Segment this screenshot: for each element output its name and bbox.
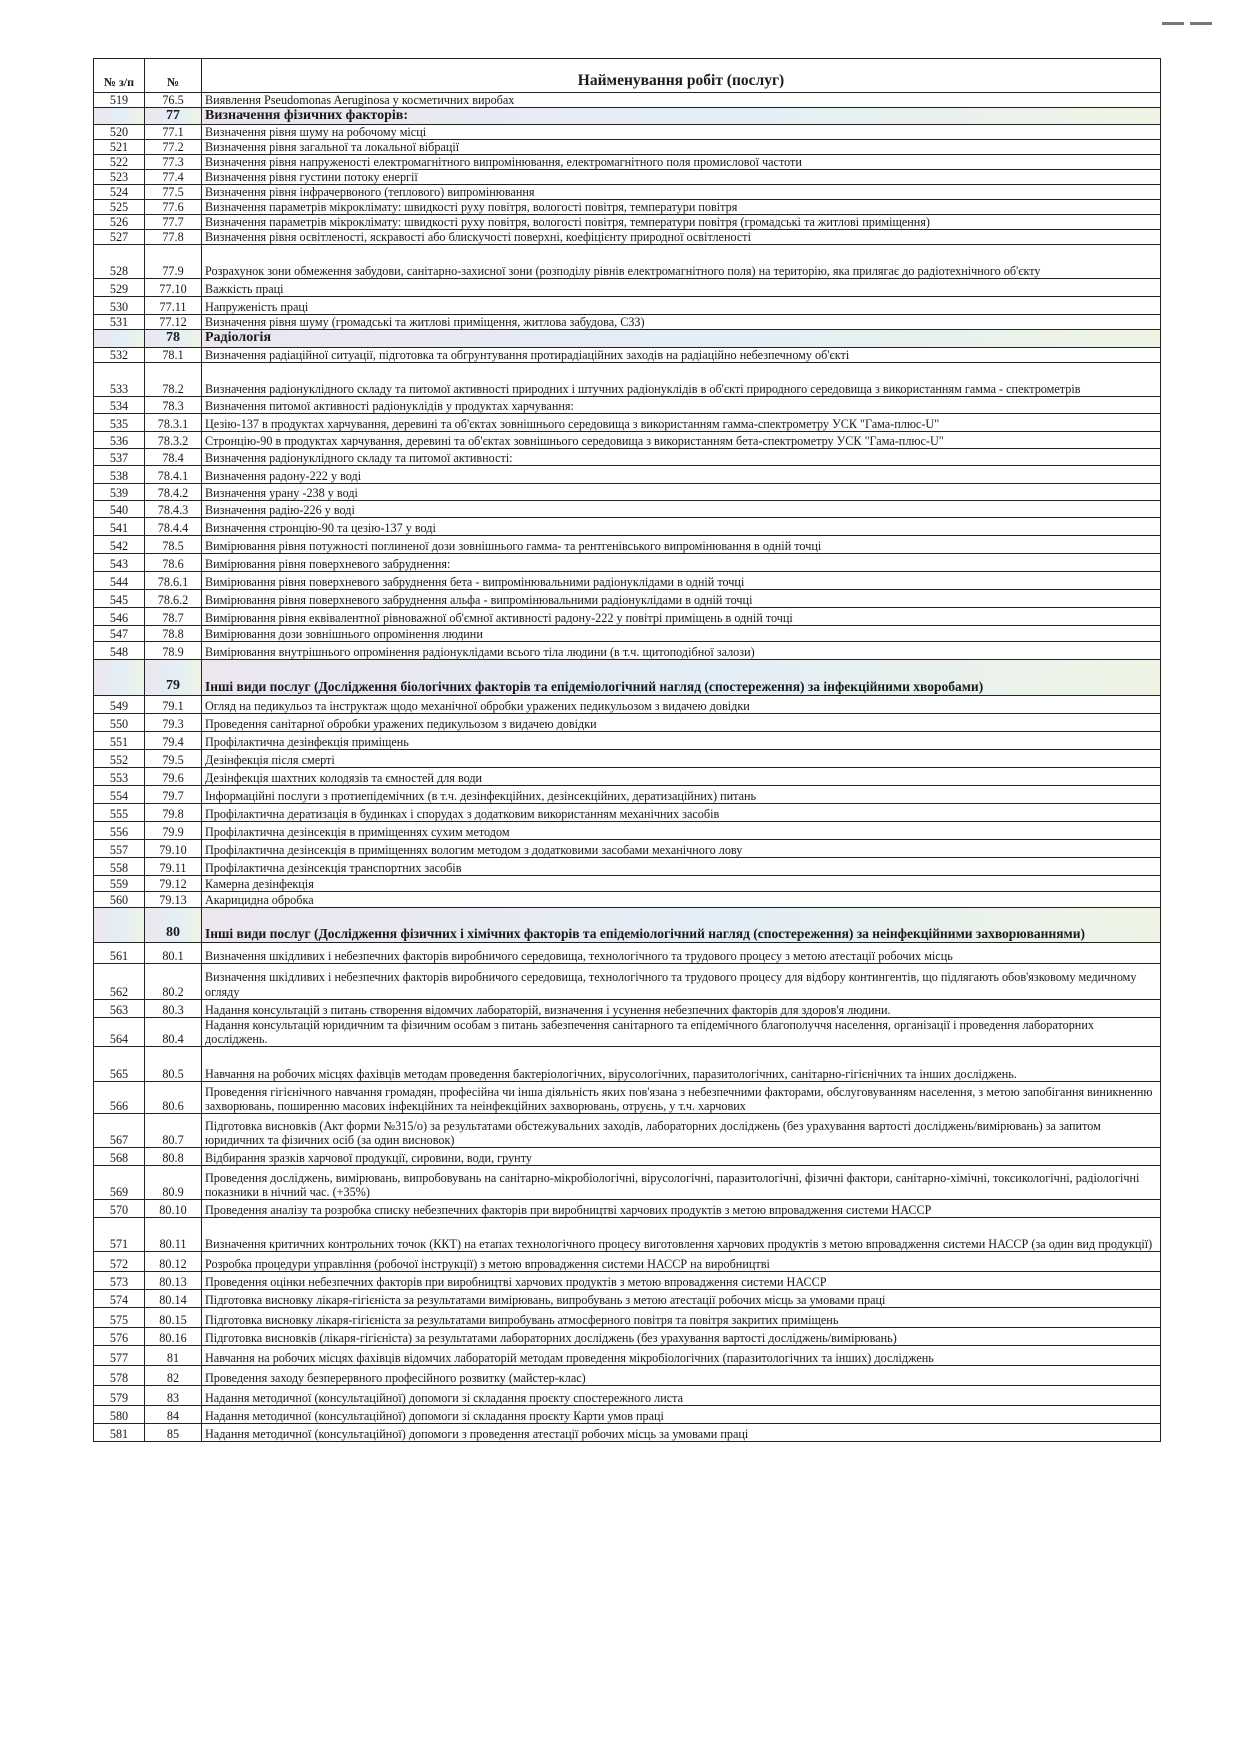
table-row bbox=[94, 200, 1161, 215]
row-number: 533 bbox=[94, 362, 145, 396]
table-row bbox=[94, 749, 1161, 767]
table-row bbox=[94, 1289, 1161, 1307]
row-name: Вимірювання внутрішнього опромінення радіонуклідами всього тіла людини (в т.ч. щитоподібної залози) bbox=[202, 641, 1161, 659]
row-number: 552 bbox=[94, 749, 145, 767]
table-row bbox=[94, 1345, 1161, 1365]
row-name: Камерна дезінфекція bbox=[202, 875, 1161, 891]
row-name: Визначення радону-222 у воді bbox=[202, 465, 1161, 483]
table-row bbox=[94, 839, 1161, 857]
row-code: 79.8 bbox=[145, 803, 202, 821]
row-name: Надання консультацій з питань створення відомчих лабораторій, визначення і усунення небезпечних факторів для здоров'я людини. bbox=[202, 999, 1161, 1017]
table-row bbox=[94, 500, 1161, 517]
row-number: 523 bbox=[94, 170, 145, 185]
row-code: 80.12 bbox=[145, 1251, 202, 1271]
table-row bbox=[94, 1385, 1161, 1405]
row-number: 559 bbox=[94, 875, 145, 891]
row-name: Визначення параметрів мікроклімату: швидкості руху повітря, вологості повітря, температури повітря (громадські та житлові приміщення) bbox=[202, 215, 1161, 230]
row-name: Підготовка висновків (лікаря-гігієніста) за результатами лабораторних досліджень (без урахування вартості досліджень/вимірювань) bbox=[202, 1327, 1161, 1345]
row-number: 562 bbox=[94, 963, 145, 999]
row-code: 77.5 bbox=[145, 185, 202, 200]
row-name: Вимірювання рівня еквівалентної рівноважної об'ємної активності радону-222 у повітрі приміщень в одній точці bbox=[202, 607, 1161, 625]
table-row bbox=[94, 963, 1161, 999]
row-code: 77.3 bbox=[145, 155, 202, 170]
section-row bbox=[94, 659, 1161, 695]
row-number: 581 bbox=[94, 1423, 145, 1441]
table-row bbox=[94, 362, 1161, 396]
row-name: Визначення фізичних факторів: bbox=[202, 108, 1161, 125]
row-name: Визначення рівня шуму на робочому місці bbox=[202, 125, 1161, 140]
row-number bbox=[94, 330, 145, 347]
services-table bbox=[93, 58, 1161, 1442]
row-code: 79.4 bbox=[145, 731, 202, 749]
table-row bbox=[94, 821, 1161, 839]
row-code: 79.9 bbox=[145, 821, 202, 839]
row-name: Профілактична дезінфекція приміщень bbox=[202, 731, 1161, 749]
row-name: Проведення заходу безперервного професійного розвитку (майстер-клас) bbox=[202, 1365, 1161, 1385]
row-code: 78.4.4 bbox=[145, 517, 202, 535]
row-name: Підготовка висновку лікаря-гігієніста за результатами випробувань атмосферного повітря та повітря закритих приміщень bbox=[202, 1307, 1161, 1327]
row-name: Навчання на робочих місцях фахівців методам проведення бактеріологічних, вірусологічних, паразитологічних, санітарно-гігієнічних та інших досліджень. bbox=[202, 1046, 1161, 1081]
row-code: 78.9 bbox=[145, 641, 202, 659]
row-name: Визначення рівня напруженості електромагнітного випромінювання, електромагнітного поля промислової частоти bbox=[202, 155, 1161, 170]
row-name: Виявлення Pseudomonas Aeruginosa у косметичних виробах bbox=[202, 93, 1161, 108]
row-code: 79.13 bbox=[145, 891, 202, 907]
row-code: 77.12 bbox=[145, 315, 202, 330]
row-name: Відбирання зразків харчової продукції, сировини, води, грунту bbox=[202, 1147, 1161, 1165]
row-name: Проведення гігієнічного навчання громадян, професійна чи інша діяльність яких пов'язана з небезпечними факторами, обслуговуванням населення, з метою запобігання виникненню захворювань, поширенню масових інфекційних та неінфекційних захворювань, отруєнь, у т.ч. харчових bbox=[202, 1081, 1161, 1113]
table-row bbox=[94, 857, 1161, 875]
section-row bbox=[94, 108, 1161, 125]
row-code: 77.10 bbox=[145, 279, 202, 297]
row-number: 539 bbox=[94, 483, 145, 500]
table-row bbox=[94, 1423, 1161, 1441]
row-number: 520 bbox=[94, 125, 145, 140]
row-number: 529 bbox=[94, 279, 145, 297]
row-name: Розробка процедури управління (робочої інструкції) з метою впровадження системи НАССР на виробництві bbox=[202, 1251, 1161, 1271]
row-number: 575 bbox=[94, 1307, 145, 1327]
table-row bbox=[94, 571, 1161, 589]
row-number: 534 bbox=[94, 396, 145, 413]
row-name: Визначення радіонуклідного складу та питомої активності: bbox=[202, 448, 1161, 465]
table-row bbox=[94, 1307, 1161, 1327]
row-name: Визначення рівня освітленості, яскравості або блискучості поверхні, коефіцієнту природної освітленості bbox=[202, 230, 1161, 245]
row-code: 78.3.1 bbox=[145, 413, 202, 431]
row-number: 522 bbox=[94, 155, 145, 170]
table-row bbox=[94, 1327, 1161, 1345]
row-name: Проведення досліджень, вимірювань, випробовувань на санітарно-мікробіологічні, вірусологічні, паразитологічні, фізичні фактори, санітарно-хімічні, токсикологічні, радіологічні показники в нічний час. (+35%) bbox=[202, 1165, 1161, 1199]
table-row bbox=[94, 731, 1161, 749]
table-row bbox=[94, 1365, 1161, 1385]
row-name: Цезію-137 в продуктах харчування, деревині та об'єктах зовнішнього середовища з використанням гамма-спектрометру УСК "Гама-плюс-U" bbox=[202, 413, 1161, 431]
table-row bbox=[94, 535, 1161, 553]
row-number: 521 bbox=[94, 140, 145, 155]
table-row bbox=[94, 413, 1161, 431]
row-name: Визначення шкідливих і небезпечних факторів виробничого середовища, технологічного та трудового процесу для відбору контингентів, що підлягають обов'язковому медичному огляду bbox=[202, 963, 1161, 999]
table-row bbox=[94, 1113, 1161, 1147]
row-name: Напруженість праці bbox=[202, 297, 1161, 315]
row-code: 79.10 bbox=[145, 839, 202, 857]
table-header bbox=[94, 59, 1161, 93]
table-row bbox=[94, 1405, 1161, 1423]
table-row bbox=[94, 607, 1161, 625]
row-number: 548 bbox=[94, 641, 145, 659]
row-code: 78.3.2 bbox=[145, 431, 202, 448]
row-name: Інші види послуг (Дослідження біологічних факторів та епідеміологічний нагляд (спостереження) за інфекційними хворобами) bbox=[202, 659, 1161, 695]
table-row bbox=[94, 185, 1161, 200]
section-row bbox=[94, 330, 1161, 347]
row-code: 80.6 bbox=[145, 1081, 202, 1113]
row-code: 77.6 bbox=[145, 200, 202, 215]
row-name: Підготовка висновку лікаря-гігієніста за результатами вимірювань, випробувань з метою атестації робочих місць за умовами праці bbox=[202, 1289, 1161, 1307]
row-code: 77.9 bbox=[145, 245, 202, 279]
row-number: 531 bbox=[94, 315, 145, 330]
row-code: 79 bbox=[145, 659, 202, 695]
row-name: Розрахунок зони обмеження забудови, санітарно-захисної зони (розподілу рівнів електромагнітного поля) на територію, яка прилягає до радіотехнічного об'єкту bbox=[202, 245, 1161, 279]
table-row bbox=[94, 1017, 1161, 1046]
row-code: 78 bbox=[145, 330, 202, 347]
row-name: Визначення рівня загальної та локальної вібрації bbox=[202, 140, 1161, 155]
row-number: 574 bbox=[94, 1289, 145, 1307]
row-name: Підготовка висновків (Акт форми №315/о) за результатами обстежувальних заходів, лабораторних досліджень (без урахування вартості досліджень/вимірювань) за запитом юридичних та фізичних осіб (за один висновок) bbox=[202, 1113, 1161, 1147]
row-code: 80.1 bbox=[145, 942, 202, 963]
row-name: Визначення радіаційної ситуації, підготовка та обгрунтування протирадіаційних заходів на радіаційно небезпечному об'єкті bbox=[202, 347, 1161, 362]
row-number: 565 bbox=[94, 1046, 145, 1081]
row-name: Важкість праці bbox=[202, 279, 1161, 297]
table-row bbox=[94, 1046, 1161, 1081]
table-row bbox=[94, 93, 1161, 108]
table-row bbox=[94, 553, 1161, 571]
row-name: Проведення аналізу та розробка списку небезпечних факторів при виробництві харчових продуктів з метою впровадження системи НАССР bbox=[202, 1199, 1161, 1217]
row-code: 79.7 bbox=[145, 785, 202, 803]
row-name: Радіологія bbox=[202, 330, 1161, 347]
table-row bbox=[94, 155, 1161, 170]
row-number: 547 bbox=[94, 625, 145, 641]
row-number: 545 bbox=[94, 589, 145, 607]
row-name: Навчання на робочих місцях фахівців відомчих лабораторій методам проведення мікробіологічних (паразитологічних та інших) досліджень bbox=[202, 1345, 1161, 1365]
row-code: 85 bbox=[145, 1423, 202, 1441]
row-number: 567 bbox=[94, 1113, 145, 1147]
row-name: Профілактична дератизація в будинках і спорудах з додатковим використанням механічних засобів bbox=[202, 803, 1161, 821]
header-row-number: № з/п bbox=[94, 59, 145, 93]
table-row bbox=[94, 315, 1161, 330]
table-row bbox=[94, 942, 1161, 963]
row-number: 576 bbox=[94, 1327, 145, 1345]
row-code: 77.7 bbox=[145, 215, 202, 230]
row-number: 577 bbox=[94, 1345, 145, 1365]
row-name: Визначення критичних контрольних точок (ККТ) на етапах технологічного процесу виготовлення харчових продуктів з метою впровадження системи НАССР (за один вид продукції) bbox=[202, 1217, 1161, 1251]
row-number: 570 bbox=[94, 1199, 145, 1217]
row-number: 530 bbox=[94, 297, 145, 315]
row-code: 80.2 bbox=[145, 963, 202, 999]
row-name: Вимірювання рівня потужності поглиненої дози зовнішнього гамма- та рентгенівського випромінювання в одній точці bbox=[202, 535, 1161, 553]
row-code: 77.11 bbox=[145, 297, 202, 315]
table-row bbox=[94, 1217, 1161, 1251]
row-number: 546 bbox=[94, 607, 145, 625]
row-name: Визначення питомої активності радіонуклідів у продуктах харчування: bbox=[202, 396, 1161, 413]
row-code: 78.7 bbox=[145, 607, 202, 625]
row-code: 79.5 bbox=[145, 749, 202, 767]
header-code: № bbox=[145, 59, 202, 93]
table-row bbox=[94, 347, 1161, 362]
row-name: Акарицидна обробка bbox=[202, 891, 1161, 907]
row-name: Вимірювання рівня поверхневого забруднення альфа - випромінювальними радіонуклідами в одній точці bbox=[202, 589, 1161, 607]
row-name: Дезінфекція шахтних колодязів та ємностей для води bbox=[202, 767, 1161, 785]
row-number: 541 bbox=[94, 517, 145, 535]
row-code: 80.9 bbox=[145, 1165, 202, 1199]
row-code: 78.4.1 bbox=[145, 465, 202, 483]
row-name: Інформаційні послуги з протиепідемічних (в т.ч. дезінфекційних, дезінсекційних, дератизаційних) питань bbox=[202, 785, 1161, 803]
row-code: 78.6.2 bbox=[145, 589, 202, 607]
table-row bbox=[94, 1251, 1161, 1271]
table-row bbox=[94, 279, 1161, 297]
row-code: 79.11 bbox=[145, 857, 202, 875]
row-code: 80.4 bbox=[145, 1017, 202, 1046]
row-name: Стронцію-90 в продуктах харчування, деревині та об'єктах зовнішнього середовища з використанням бета-спектрометру УСК "Гама-плюс-U" bbox=[202, 431, 1161, 448]
row-number: 532 bbox=[94, 347, 145, 362]
row-code: 78.6 bbox=[145, 553, 202, 571]
table-row bbox=[94, 875, 1161, 891]
section-row bbox=[94, 907, 1161, 942]
table-row bbox=[94, 431, 1161, 448]
row-code: 80.11 bbox=[145, 1217, 202, 1251]
row-name: Дезінфекція після смерті bbox=[202, 749, 1161, 767]
row-name: Проведення оцінки небезпечних факторів при виробництві харчових продуктів з метою впровадження системи НАССР bbox=[202, 1271, 1161, 1289]
row-code: 80.10 bbox=[145, 1199, 202, 1217]
row-number: 535 bbox=[94, 413, 145, 431]
row-code: 79.3 bbox=[145, 713, 202, 731]
table-row bbox=[94, 245, 1161, 279]
table-body bbox=[94, 93, 1161, 1442]
row-code: 83 bbox=[145, 1385, 202, 1405]
row-code: 78.4.2 bbox=[145, 483, 202, 500]
row-number: 525 bbox=[94, 200, 145, 215]
row-name: Визначення рівня шуму (громадські та житлові приміщення, житлова забудова, СЗЗ) bbox=[202, 315, 1161, 330]
row-number: 540 bbox=[94, 500, 145, 517]
row-code: 77.2 bbox=[145, 140, 202, 155]
scan-mark bbox=[1162, 14, 1218, 20]
row-number: 558 bbox=[94, 857, 145, 875]
table-row bbox=[94, 785, 1161, 803]
row-name: Визначення радію-226 у воді bbox=[202, 500, 1161, 517]
row-name: Надання методичної (консультаційної) допомоги з проведення атестації робочих місць за умовами праці bbox=[202, 1423, 1161, 1441]
table-row bbox=[94, 803, 1161, 821]
row-code: 81 bbox=[145, 1345, 202, 1365]
row-number: 564 bbox=[94, 1017, 145, 1046]
row-number: 554 bbox=[94, 785, 145, 803]
table-row bbox=[94, 1081, 1161, 1113]
row-name: Огляд на педикульоз та інструктаж щодо механічної обробки уражених педикульозом з видачею довідки bbox=[202, 695, 1161, 713]
row-code: 79.12 bbox=[145, 875, 202, 891]
row-number: 573 bbox=[94, 1271, 145, 1289]
table-row bbox=[94, 641, 1161, 659]
row-code: 78.8 bbox=[145, 625, 202, 641]
row-number: 572 bbox=[94, 1251, 145, 1271]
row-number: 579 bbox=[94, 1385, 145, 1405]
row-name: Визначення параметрів мікроклімату: швидкості руху повітря, вологості повітря, температури повітря bbox=[202, 200, 1161, 215]
row-number: 528 bbox=[94, 245, 145, 279]
row-code: 78.4.3 bbox=[145, 500, 202, 517]
row-name: Визначення рівня густини потоку енергії bbox=[202, 170, 1161, 185]
row-name: Проведення санітарної обробки уражених педикульозом з видачею довідки bbox=[202, 713, 1161, 731]
row-code: 79.6 bbox=[145, 767, 202, 785]
row-number: 543 bbox=[94, 553, 145, 571]
table-row bbox=[94, 396, 1161, 413]
table-row bbox=[94, 589, 1161, 607]
row-number bbox=[94, 108, 145, 125]
table-row bbox=[94, 1147, 1161, 1165]
table-row bbox=[94, 1165, 1161, 1199]
row-name: Визначення радіонуклідного складу та питомої активності природних і штучних радіонуклідів в об'єкті природного середовища з використанням гамма - спектрометрів bbox=[202, 362, 1161, 396]
row-number: 536 bbox=[94, 431, 145, 448]
row-number: 561 bbox=[94, 942, 145, 963]
table-row bbox=[94, 230, 1161, 245]
row-name: Вимірювання рівня поверхневого забруднення бета - випромінювальними радіонуклідами в одній точці bbox=[202, 571, 1161, 589]
row-number: 557 bbox=[94, 839, 145, 857]
row-number: 526 bbox=[94, 215, 145, 230]
row-name: Інші види послуг (Дослідження фізичних і хімічних факторів та епідеміологічний нагляд (спостереження) за неінфекційними захворюваннями) bbox=[202, 907, 1161, 942]
row-code: 80.16 bbox=[145, 1327, 202, 1345]
row-name: Визначення стронцію-90 та цезію-137 у воді bbox=[202, 517, 1161, 535]
row-name: Визначення рівня інфрачервоного (теплового) випромінювання bbox=[202, 185, 1161, 200]
table-row bbox=[94, 891, 1161, 907]
row-number: 553 bbox=[94, 767, 145, 785]
row-number: 542 bbox=[94, 535, 145, 553]
row-code: 80.14 bbox=[145, 1289, 202, 1307]
table-row bbox=[94, 297, 1161, 315]
row-number: 524 bbox=[94, 185, 145, 200]
row-number: 544 bbox=[94, 571, 145, 589]
row-code: 84 bbox=[145, 1405, 202, 1423]
row-number: 556 bbox=[94, 821, 145, 839]
row-code: 78.2 bbox=[145, 362, 202, 396]
row-number: 563 bbox=[94, 999, 145, 1017]
table-row bbox=[94, 125, 1161, 140]
row-code: 77.4 bbox=[145, 170, 202, 185]
row-number: 580 bbox=[94, 1405, 145, 1423]
row-code: 78.3 bbox=[145, 396, 202, 413]
row-code: 80.5 bbox=[145, 1046, 202, 1081]
table-row bbox=[94, 625, 1161, 641]
table-row bbox=[94, 713, 1161, 731]
row-name: Надання методичної (консультаційної) допомоги зі складання проєкту спостережного листа bbox=[202, 1385, 1161, 1405]
row-name: Вимірювання рівня поверхневого забруднення: bbox=[202, 553, 1161, 571]
table-row bbox=[94, 448, 1161, 465]
table-row bbox=[94, 140, 1161, 155]
table-row bbox=[94, 517, 1161, 535]
table-row bbox=[94, 215, 1161, 230]
row-name: Надання консультацій юридичним та фізичним особам з питань забезпечення санітарного та епідемічного благополуччя населення, організації і проведення лабораторних досліджень. bbox=[202, 1017, 1161, 1046]
row-code: 80.8 bbox=[145, 1147, 202, 1165]
row-code: 80.15 bbox=[145, 1307, 202, 1327]
row-number: 578 bbox=[94, 1365, 145, 1385]
row-code: 78.1 bbox=[145, 347, 202, 362]
row-number bbox=[94, 659, 145, 695]
row-name: Профілактична дезінсекція в приміщеннях сухим методом bbox=[202, 821, 1161, 839]
row-number: 560 bbox=[94, 891, 145, 907]
row-number: 549 bbox=[94, 695, 145, 713]
header-service-name: Найменування робіт (послуг) bbox=[202, 59, 1161, 93]
row-name: Визначення шкідливих і небезпечних факторів виробничого середовища, технологічного та трудового процесу з метою атестації робочих місць bbox=[202, 942, 1161, 963]
row-code: 78.5 bbox=[145, 535, 202, 553]
row-name: Визначення урану -238 у воді bbox=[202, 483, 1161, 500]
row-number: 527 bbox=[94, 230, 145, 245]
row-number: 551 bbox=[94, 731, 145, 749]
row-name: Вимірювання дози зовнішнього опромінення людини bbox=[202, 625, 1161, 641]
row-number: 571 bbox=[94, 1217, 145, 1251]
table-row bbox=[94, 465, 1161, 483]
table-row bbox=[94, 999, 1161, 1017]
row-name: Надання методичної (консультаційної) допомоги зі складання проєкту Карти умов праці bbox=[202, 1405, 1161, 1423]
row-code: 78.4 bbox=[145, 448, 202, 465]
row-code: 80.7 bbox=[145, 1113, 202, 1147]
table-row bbox=[94, 1271, 1161, 1289]
row-number: 519 bbox=[94, 93, 145, 108]
row-code: 82 bbox=[145, 1365, 202, 1385]
row-code: 76.5 bbox=[145, 93, 202, 108]
table-row bbox=[94, 483, 1161, 500]
row-number: 538 bbox=[94, 465, 145, 483]
row-code: 80.13 bbox=[145, 1271, 202, 1289]
row-number bbox=[94, 907, 145, 942]
row-number: 569 bbox=[94, 1165, 145, 1199]
row-number: 550 bbox=[94, 713, 145, 731]
row-number: 537 bbox=[94, 448, 145, 465]
row-number: 555 bbox=[94, 803, 145, 821]
row-code: 77.1 bbox=[145, 125, 202, 140]
row-code: 78.6.1 bbox=[145, 571, 202, 589]
row-number: 568 bbox=[94, 1147, 145, 1165]
table-row bbox=[94, 170, 1161, 185]
row-code: 79.1 bbox=[145, 695, 202, 713]
row-number: 566 bbox=[94, 1081, 145, 1113]
row-code: 80 bbox=[145, 907, 202, 942]
table-row bbox=[94, 1199, 1161, 1217]
table-row bbox=[94, 695, 1161, 713]
row-code: 77 bbox=[145, 108, 202, 125]
table-row bbox=[94, 767, 1161, 785]
row-code: 80.3 bbox=[145, 999, 202, 1017]
row-code: 77.8 bbox=[145, 230, 202, 245]
row-name: Профілактична дезінсекція в приміщеннях вологим методом з додатковими засобами механічного лову bbox=[202, 839, 1161, 857]
row-name: Профілактична дезінсекція транспортних засобів bbox=[202, 857, 1161, 875]
